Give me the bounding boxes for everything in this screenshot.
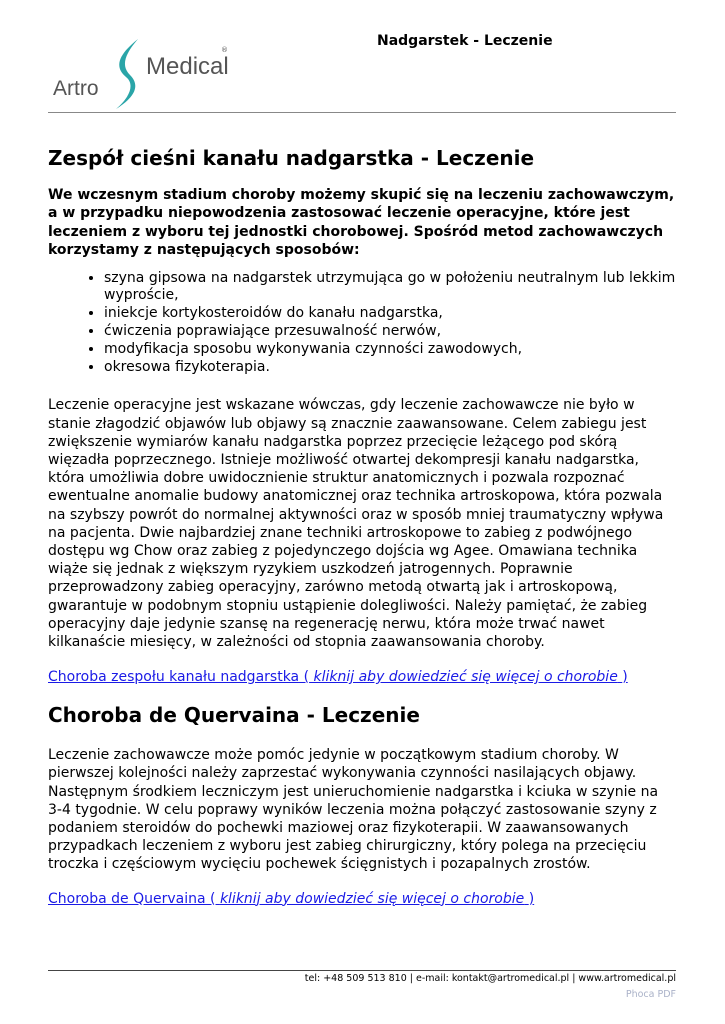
header-divider xyxy=(48,112,676,113)
footer-divider xyxy=(48,970,676,971)
link-italic-text: kliknij aby dowiedzieć się więcej o chorobie xyxy=(219,890,525,907)
page-header-title: Nadgarstek - Leczenie xyxy=(377,33,553,49)
logo-registered-mark: ® xyxy=(221,46,228,54)
list-item: • modyfikacja sposobu wykonywania czynności zawodowych, xyxy=(104,341,676,359)
logo-text-medical: Medical xyxy=(146,53,229,80)
section1-lead: We wczesnym stadium choroby możemy skupić się na leczeniu zachowawczym, a w przypadku niepowodzenia zastosować leczenie operacyjne, które jest leczeniem z wyboru tej jednostki chorobowej. Spośród metod zachowawczych korzystamy z następujących sposobów: xyxy=(48,187,675,259)
list-item: • ćwiczenia poprawiające przesuwalność nerwów, xyxy=(104,323,676,341)
section1-body: Leczenie operacyjne jest wskazane wówczas, gdy leczenie zachowawcze nie było w stanie złagodzić objawów lub objawy są znacznie zaawansowane. Celem zabiegu jest zwiększenie wymiarów kanału nadgarstka poprzez przecięcie leżącego pod skórą więzadła poprzecznego. Istnieje możliwość otwartej dekompresji kanału nadgarstka, która umożliwia dobre uwidocznienie struktur anatomicznych i pozwala rozpoznać ewentualne anomalie budowy anatomicznej oraz technika artroskopowa, która pozwala na szybszy powrót do normalnej aktywności oraz w sposób mniej traumatyczny wpływa na pacjenta. Dwie najbardziej znane techniki artroskopowe to zabieg z podwójnego dostępu wg Chow oraz zabieg z pojedynczego dojścia wg Agee. Omawiana technika wiąże się jednak z większym ryzykiem uszkodzeń jatrogennych. Poprawnie przeprowadzony zabieg operacyjny, zarówno metodą otwartą jak i artroskopową, gwarantuje w podobnym stopniu ustąpienie dolegliwości. Należy pamiętać, że zabieg operacyjny daje jedynie szansę na regenerację nerwu, która może trwać nawet kilkanaście miesięcy, w zależności od stopnia zaawansowania choroby. xyxy=(48,397,664,651)
logo-text-artro: Artro xyxy=(53,77,99,100)
section2-body: Leczenie zachowawcze może pomóc jedynie w początkowym stadium choroby. W pierwszej kolejności należy zaprzestać wykonywania czynności nasilających objawy. Następnym środkiem leczniczym jest unieruchomienie nadgarstka i kciuka w szynie na 3-4 tygodnie. W celu poprawy wyników leczenia można połączyć zastosowanie szyny z podaniem steroidów do pochewki maziowej oraz fizykoterapii. W zaawansowanych przypadkach leczeniem z wyboru jest zabieg chirurgiczny, który polega na przecięciu troczka i częściowym wycięciu pochewek ścięgnistych i pozapalnych zrostów. xyxy=(48,747,659,873)
link-close: ) xyxy=(622,669,628,686)
logo-swoosh-icon xyxy=(108,37,148,112)
main-content xyxy=(48,143,676,908)
section2-heading: Choroba de Quervaina - Leczenie xyxy=(48,703,420,728)
link-italic-text: kliknij aby dowiedzieć się więcej o chorobie xyxy=(313,669,618,686)
section2-link-line xyxy=(48,890,676,908)
artromedical-logo[interactable] xyxy=(50,37,230,112)
carpal-tunnel-disease-link[interactable] xyxy=(48,669,628,685)
section1-heading: Zespół cieśni kanału nadgarstka - Leczenie xyxy=(48,146,535,170)
de-quervain-disease-link[interactable] xyxy=(48,891,534,907)
list-item: • okresowa fizykoterapia. xyxy=(104,359,676,377)
list-item: • szyna gipsowa na nadgarstek utrzymująca go w położeniu neutralnym lub lekkim wyproście, xyxy=(104,270,676,306)
link-text: Choroba de Quervaina ( xyxy=(48,890,216,907)
phoca-pdf-link[interactable]: Phoca PDF xyxy=(625,989,676,1000)
list-item: • iniekcje kortykosteroidów do kanału nadgarstka, xyxy=(104,305,676,323)
treatment-list xyxy=(48,270,676,377)
link-text: Choroba zespołu kanału nadgarstka ( xyxy=(48,669,310,686)
footer-contact: tel: +48 509 513 810 | e-mail: kontakt@artromedical.pl | www.artromedical.pl xyxy=(304,973,676,984)
link-close: ) xyxy=(528,890,535,907)
section1-link-line xyxy=(48,668,676,686)
